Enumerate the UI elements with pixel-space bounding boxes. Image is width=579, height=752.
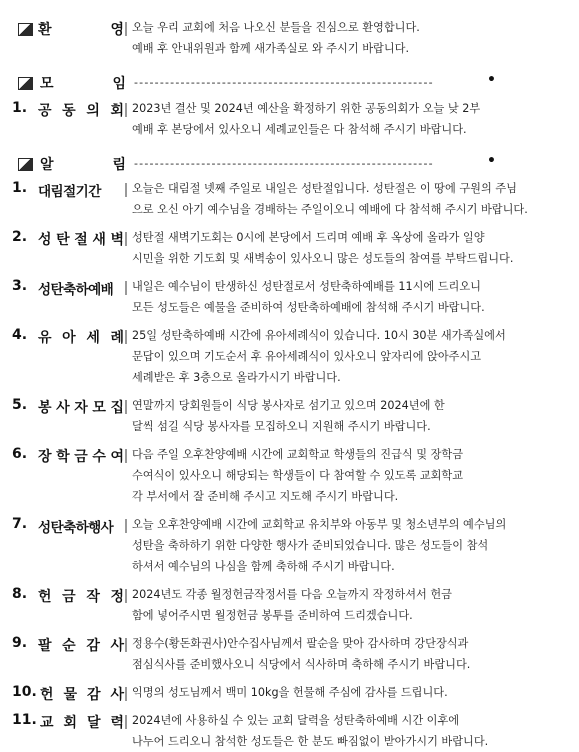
item-separator (125, 183, 127, 197)
item-title (38, 635, 124, 655)
item-body-line: 각 부서에서 잘 준비해 주시고 지도해 주시기 바랍니다. (132, 490, 399, 503)
item-title-char: 헌 (40, 687, 54, 703)
item-title-char: 동 (62, 103, 76, 119)
item-title-char: 사 (110, 638, 124, 654)
item-title (38, 586, 124, 606)
item-title-char: 헌 (38, 589, 52, 605)
item-title-char: 모 (92, 400, 106, 416)
item-body-line: 25일 성탄축하예배 시간에 유아세례식이 있습니다. 10시 30분 새가족실에서 (132, 329, 506, 342)
item-title-char: 금 (62, 589, 76, 605)
item-body-line: 2024년도 각종 월정헌금작정서를 다음 오늘까지 작정하셔서 헌금 (132, 588, 452, 601)
item-title-char: 환 (38, 22, 52, 38)
section-divider-dot: • (487, 153, 496, 169)
item-title-char: 간 (88, 184, 101, 200)
item-number: 2. (12, 229, 28, 245)
item-title (38, 446, 124, 466)
item-title-char: 수 (92, 449, 106, 465)
section-title-char: 알 (40, 157, 54, 173)
item-title-char: 기 (75, 184, 89, 200)
item-title-char: 회 (110, 103, 124, 119)
item-separator (125, 22, 127, 36)
item-title-char: 의 (86, 103, 100, 119)
item-title-char: 팔 (38, 638, 52, 654)
item-title-char: 력 (110, 715, 124, 731)
item-body (132, 682, 562, 703)
item-title (40, 712, 124, 732)
item-body-line: 수여식이 있사오니 해당되는 학생들이 다 참여할 수 있도록 교회학교 (132, 469, 464, 482)
item-body (132, 444, 562, 507)
item-title-char: 봉 (38, 400, 52, 416)
item-title-char: 절 (74, 232, 88, 248)
item-title-char: 사 (56, 400, 70, 416)
item-body-line: 오늘은 대림절 넷째 주일로 내일은 성탄절입니다. 성탄절은 이 땅에 구원의 주님 (132, 182, 517, 195)
item-title-char: 성 (38, 232, 52, 248)
item-body-line: 연말까지 당회원들이 식당 봉사자로 섬기고 있으며 2024년에 한 (132, 399, 445, 412)
item-number: 9. (12, 635, 28, 651)
section-marker-icon (18, 23, 33, 36)
item-body (132, 325, 562, 388)
item-title (38, 180, 124, 200)
item-body-line: 익명의 성도님께서 백미 10kg을 헌물해 주심에 감사를 드립니다. (132, 686, 448, 699)
item-title-char: 벽 (110, 232, 124, 248)
item-title-char: 감 (86, 687, 101, 703)
item-title-char: 금 (74, 449, 88, 465)
section-title (40, 154, 126, 174)
section-marker-icon (18, 77, 33, 90)
item-body (132, 276, 562, 318)
item-body (132, 514, 562, 577)
item-title-char: 회 (63, 715, 78, 731)
section-divider: ---------------------------------------------------------- (134, 157, 434, 170)
item-separator (125, 687, 127, 701)
item-body-line: 다음 주일 오후찬양예배 시간에 교회학교 학생들의 진급식 및 장학금 (132, 448, 464, 461)
item-title (38, 397, 124, 417)
item-separator (125, 449, 127, 463)
item-number: 4. (12, 327, 28, 343)
item-title-char: 영 (110, 22, 124, 38)
item-title-char: 자 (74, 400, 88, 416)
item-separator (125, 281, 127, 295)
section-marker-icon (18, 158, 33, 171)
item-title-char: 대 (38, 184, 51, 200)
item-title-char: 림 (50, 184, 64, 200)
item-body-line: 성탄을 축하하기 위한 다양한 행사가 준비되었습니다. 많은 성도들이 참석 (132, 539, 489, 552)
item-body-line: 문답이 있으며 기도순서 후 유아세례식이 있사오니 앞자리에 앉아주시고 (132, 350, 482, 363)
item-title-char: 물 (63, 687, 78, 703)
item-title-char: 학 (56, 449, 70, 465)
item-body-line: 하셔서 예수님의 나심을 함께 축하해 주시기 바랍니다. (132, 560, 395, 573)
item-number: 8. (12, 586, 28, 602)
item-body-line: 예배 후 본당에서 있사오니 세례교인들은 다 참석해 주시기 바랍니다. (132, 123, 467, 136)
section-title-char: 모 (40, 76, 54, 92)
item-separator (125, 232, 127, 246)
item-body-line: 달씩 섬길 식당 봉사자를 모집하오니 지원해 주시기 바랍니다. (132, 420, 431, 433)
item-separator (125, 589, 127, 603)
item-number: 3. (12, 278, 28, 294)
item-title (38, 278, 124, 298)
item-body-line: 으로 오신 아기 예수님을 경배하는 주일이오니 예배에 다 참석해 주시기 바랍니다. (132, 203, 528, 216)
item-separator (125, 400, 127, 414)
item-title-char: 성탄축하행사 (38, 520, 114, 536)
item-title-char: 공 (38, 103, 52, 119)
item-body (132, 710, 562, 752)
section-title (40, 73, 126, 93)
item-body (132, 584, 562, 626)
item-title-char: 탄 (56, 232, 70, 248)
item-number: 10. (12, 684, 37, 700)
item-title-char: 정 (110, 589, 124, 605)
item-body-line: 시민을 위한 기도회 및 새벽송이 있사오니 많은 성도들의 참여를 부탁드립니다. (132, 252, 514, 265)
item-separator (125, 330, 127, 344)
item-title (38, 516, 124, 536)
section-title-char: 임 (112, 76, 126, 92)
item-title-char: 교 (40, 715, 54, 731)
item-body-line: 정용수(황돈화권사)안수집사님께서 팔순을 맞아 감사하며 강단장식과 (132, 637, 469, 650)
item-title (38, 229, 124, 249)
item-body-line: 내일은 예수님이 탄생하신 성탄절로서 성탄축하예배를 11시에 드리오니 (132, 280, 481, 293)
item-title-char: 장 (38, 449, 52, 465)
item-title (40, 684, 124, 704)
item-number: 1. (12, 100, 28, 116)
item-separator (125, 715, 127, 729)
item-body (132, 633, 562, 675)
item-body (132, 227, 562, 269)
item-body-line: 모든 성도들은 예물을 준비하여 성탄축하예배에 참석해 주시기 바랍니다. (132, 301, 485, 314)
item-separator (125, 638, 127, 652)
item-body-line: 오늘 우리 교회에 처음 나오신 분들을 진심으로 환영합니다. (132, 21, 420, 34)
item-title-char: 성탄축하예배 (38, 282, 114, 298)
item-body-line: 세례받은 후 3층으로 올라가시기 바랍니다. (132, 371, 341, 384)
item-title (38, 327, 124, 347)
item-body (132, 395, 562, 437)
item-body-line: 2024년에 사용하실 수 있는 교회 달력을 성탄축하예배 시간 이후에 (132, 714, 460, 727)
item-number: 11. (12, 712, 37, 728)
item-title-char: 작 (86, 589, 100, 605)
item-title-char: 아 (62, 330, 76, 346)
item-body-line: 함에 넣어주시면 월정헌금 봉투를 준비하여 드리겠습니다. (132, 609, 413, 622)
item-title-char: 순 (62, 638, 76, 654)
item-title-char: 절 (63, 184, 76, 200)
item-body-line: 성탄절 새벽기도회는 0시에 본당에서 드리며 예배 후 옥상에 올라가 일양 (132, 231, 485, 244)
item-title (38, 100, 124, 120)
section-title-char: 림 (112, 157, 126, 173)
section-divider: ---------------------------------------------------------- (134, 76, 434, 89)
item-number: 1. (12, 180, 28, 196)
item-number: 7. (12, 516, 28, 532)
item-body (132, 98, 562, 140)
item-title-char: 달 (86, 715, 101, 731)
item-title-char: 감 (86, 638, 100, 654)
item-body (132, 178, 562, 220)
item-title-char: 새 (92, 232, 106, 248)
section-divider-dot: • (487, 72, 496, 88)
item-body (132, 17, 562, 59)
item-title-char: 유 (38, 330, 52, 346)
item-title-char: 집 (110, 400, 124, 416)
item-number: 5. (12, 397, 28, 413)
item-body-line: 오늘 오후찬양예배 시간에 교회학교 유치부와 아동부 및 청소년부의 예수님의 (132, 518, 507, 531)
item-title-char: 사 (110, 687, 124, 703)
item-body-line: 나누어 드리오니 참석한 성도들은 한 분도 빠짐없이 받아가시기 바랍니다. (132, 735, 489, 748)
item-separator (125, 519, 127, 533)
item-body-line: 예배 후 안내위원과 함께 새가족실로 와 주시기 바랍니다. (132, 42, 410, 55)
item-title-char: 례 (110, 330, 124, 346)
item-title-char: 여 (110, 449, 124, 465)
item-separator (125, 103, 127, 117)
item-title-char: 세 (86, 330, 100, 346)
item-title (38, 19, 124, 39)
item-body-line: 점심식사를 준비했사오니 식당에서 식사하며 축하해 주시기 바랍니다. (132, 658, 471, 671)
item-number: 6. (12, 446, 28, 462)
item-body-line: 2023년 결산 및 2024년 예산을 확정하기 위한 공동의회가 오늘 낮 2부 (132, 102, 481, 115)
